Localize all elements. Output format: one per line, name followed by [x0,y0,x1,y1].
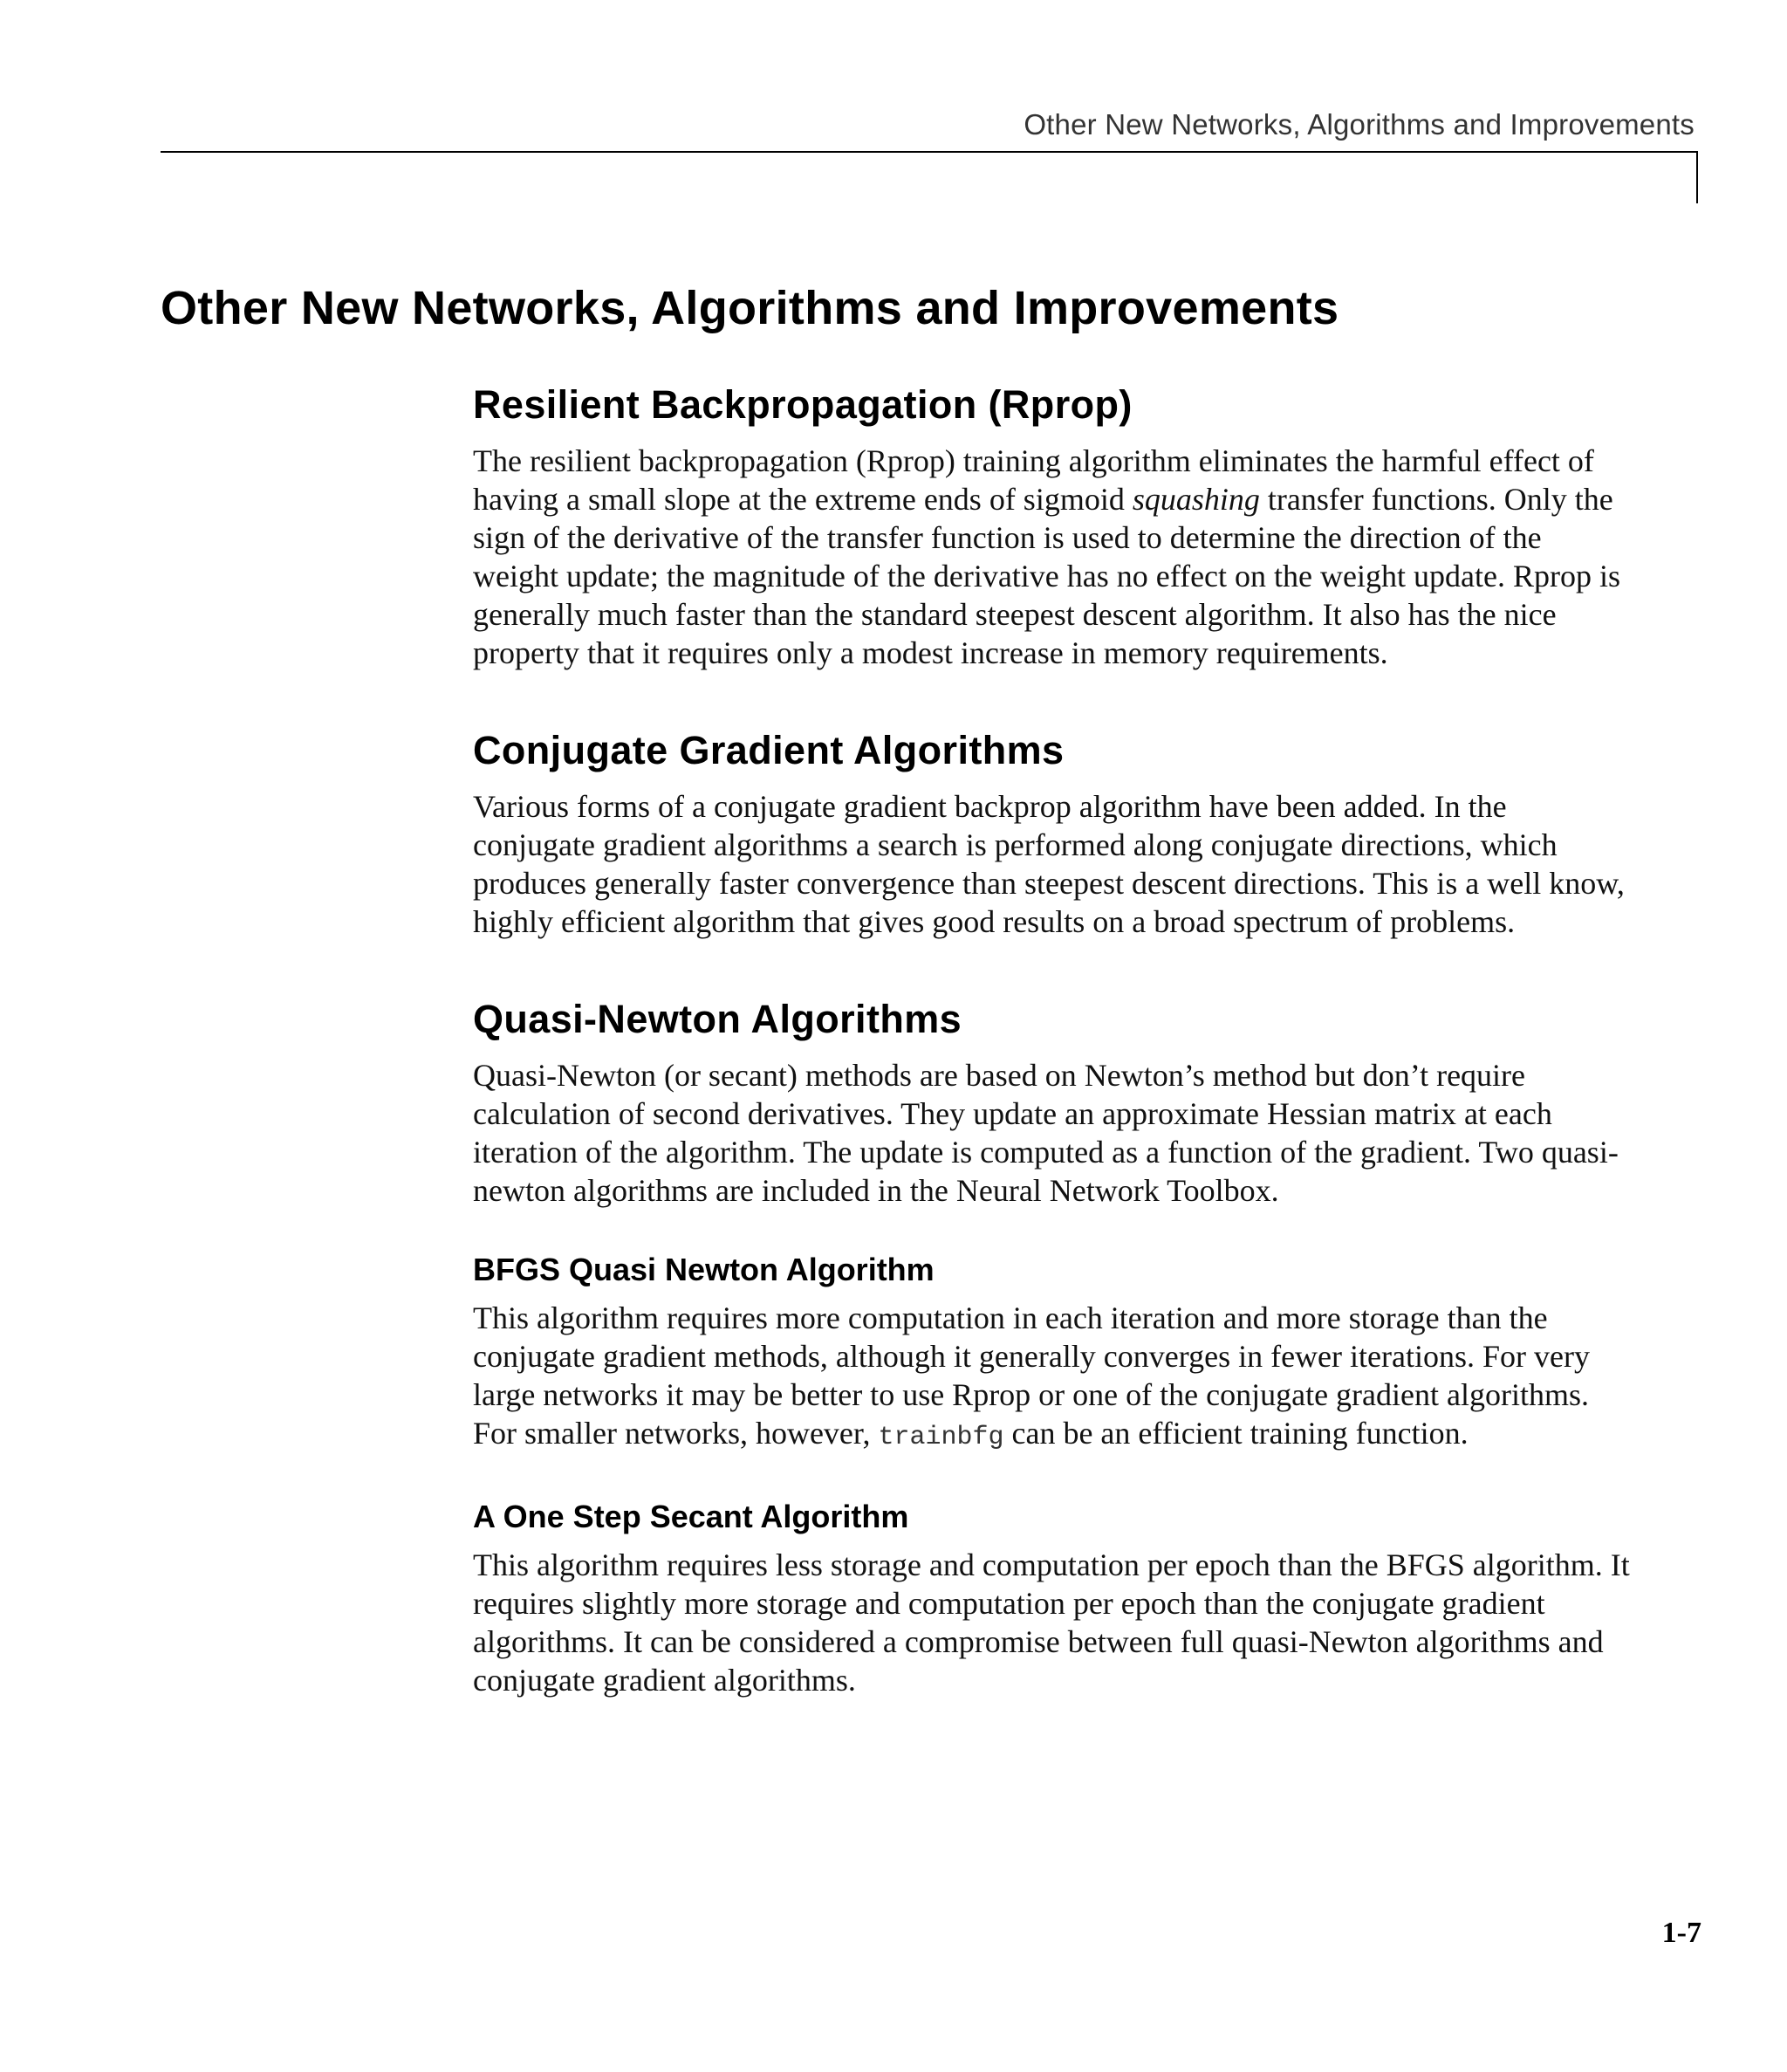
subsection-title-one-step-secant: A One Step Secant Algorithm [473,1499,909,1534]
section-title-quasi-newton: Quasi-Newton Algorithms [473,997,962,1041]
page-number: 1-7 [1661,1917,1701,1949]
section-title-conjugate-gradient: Conjugate Gradient Algorithms [473,728,1065,772]
paragraph-bfgs-part-2: can be an efficient training function. [1003,1416,1469,1451]
paragraph-one-step-secant: This algorithm requires less storage and computation per epoch than the BFGS algorithm. It requires slightly more storage and computation per epoch than the conjugate gradient algorithms. It can be considered a compromise between full quasi-Newton algorithms and conjugate gradient algorithms. [473,1547,1630,1698]
section-rprop [473,381,1633,672]
running-head: Other New Networks, Algorithms and Improvements [1024,108,1695,141]
section-quasi-newton [473,995,1633,1210]
paragraph-quasi-newton: Quasi-Newton (or secant) methods are based on Newton’s method but don’t require calculation of second derivatives. They update an approximate Hessian matrix at each iteration of the algorithm. The update is computed as a function of the gradient. Two quasi-newton algorithms are included in the Neural Network Toolbox. [473,1058,1619,1208]
paragraph-conjugate-gradient: Various forms of a conjugate gradient backprop algorithm have been added. In the conjugate gradient algorithms a search is performed along conjugate directions, which produces generally faster convergence than steepest descent directions. This is a well know, highly efficient algorithm that gives good results on a broad spectrum of problems. [473,789,1625,939]
paragraph-rprop-part-1: The resilient backpropagation (Rprop) training algorithm eliminates the harmful effect of having a small slope at the extreme ends of sigmoid [473,443,1594,517]
paragraph-rprop [473,442,1633,672]
paragraph-rprop-part-2: transfer functions. Only the sign of the derivative of the transfer function is used to determine the direction of the weight update; the magnitude of the derivative has no effect on the weight update. Rprop is generally much faster than the standard steepest descent algorithm. It also has the nice property that it requires only a modest increase in memory requirements. [473,482,1620,670]
header-rule-tick [1696,151,1698,203]
header-rule [161,151,1698,153]
emphasis-squashing: squashing [1132,482,1260,517]
chapter-title: Other New Networks, Algorithms and Improvements [161,282,1339,334]
code-trainbfg: trainbfg [878,1423,1004,1452]
paragraph-bfgs [473,1299,1633,1457]
subsection-one-step-secant [473,1497,1633,1699]
section-title-rprop: Resilient Backpropagation (Rprop) [473,382,1133,427]
page-content [473,381,1633,1699]
paragraph-bfgs-part-1: This algorithm requires more computation in each iteration and more storage than the conjugate gradient methods, although it generally converges in fewer iterations. For very large networks it may be better to use Rprop or one of the conjugate gradient algorithms. For smaller networks, however, [473,1300,1590,1451]
subsection-bfgs [473,1250,1633,1457]
subsection-title-bfgs: BFGS Quasi Newton Algorithm [473,1252,935,1287]
section-conjugate-gradient [473,726,1633,941]
